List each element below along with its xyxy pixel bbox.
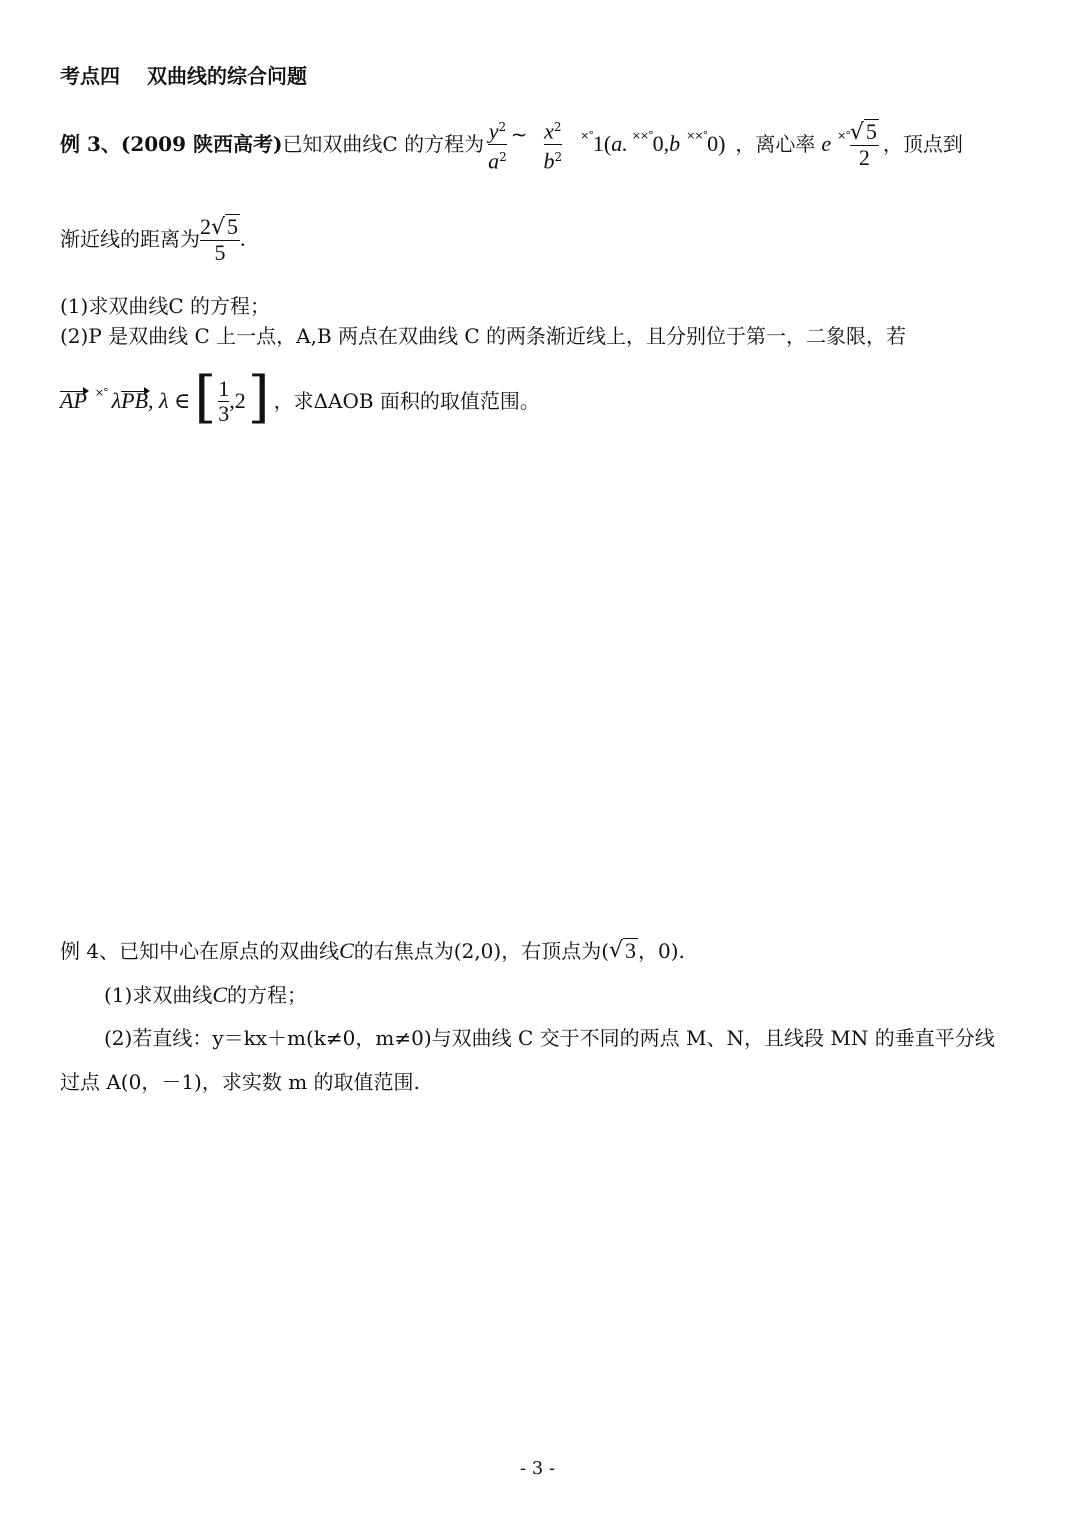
right-bracket: ] [247, 365, 270, 430]
example-3-intro: 已知双曲线C 的方程为 [282, 132, 485, 156]
sqrt-3: 3 [625, 938, 637, 963]
fraction-sqrt5-2: $\frac{√5}{2}$ [849, 118, 877, 170]
var-C: C [212, 982, 228, 1007]
example-3-question-2: (2)P 是双曲线 C 上一点，A,B 两点在双曲线 C 的两条渐近线上，且分别位于第一，二象限，若 [60, 324, 907, 348]
example-3-label: 例 3、(2009 陕西高考) [60, 132, 283, 156]
var-x: x [544, 118, 554, 144]
math-zero: 0, [652, 131, 670, 156]
garbled-glyph: ×° [94, 386, 108, 399]
tilde-glyph: ~ [510, 122, 528, 146]
period: . [240, 226, 246, 251]
page-number: - 3 - [519, 1458, 556, 1479]
garbled-glyph: ××° [631, 129, 653, 142]
numerator-1: 1 [218, 375, 230, 401]
q1-text-a: (1)求双曲线 [104, 983, 213, 1007]
vector-PB: PB [121, 388, 149, 413]
example-3-line-1 [60, 114, 963, 174]
math-zero-close: 0) [707, 131, 726, 156]
example-3-question-1: (1)求双曲线C 的方程； [60, 294, 270, 318]
example-4-foci: 的右焦点为(2,0)，右顶点为( [353, 938, 609, 963]
exp-2: 2 [499, 149, 507, 164]
vertex-text: ，顶点到 [882, 132, 963, 156]
asymptote-distance-text: 渐近线的距离为 [60, 227, 200, 251]
var-lambda: λ [111, 388, 122, 413]
section-title: 考点四 双曲线的综合问题 [60, 64, 307, 88]
denominator-3: 3 [218, 400, 230, 426]
example-4-question-2: (2)若直线：y＝kx＋m(k≠0，m≠0)与双曲线 C 交于不同的两点 M、N，且线段 MN 的垂直平分线 [104, 1026, 995, 1050]
vector-AP: AP [60, 388, 87, 413]
var-y: y [488, 118, 499, 144]
var-a: a [488, 148, 500, 174]
upper-bound-2: ,2 [229, 388, 246, 413]
example-3-tail: ，求ΔAOB 面积的取值范围。 [273, 389, 540, 413]
var-a: a. [611, 131, 628, 156]
fraction-x2-b2 [544, 115, 563, 173]
exp-2: 2 [498, 119, 507, 134]
var-C: C [339, 937, 354, 963]
denominator-5: 5 [214, 239, 226, 265]
q1-text-b: 的方程； [227, 983, 308, 1007]
var-b: b [669, 131, 681, 156]
exp-2: 2 [554, 149, 563, 164]
example-4-line-1: 例 4、已知中心在原点的双曲线 C 的右焦点为(2,0)，右顶点为( √ 3 ，0). [60, 937, 685, 963]
exp-2: 2 [553, 119, 562, 134]
example-4-question-1 [104, 983, 307, 1007]
sqrt-5: 5 [227, 213, 239, 239]
fraction-y2-a2 [488, 115, 507, 173]
garbled-glyph: ×° [837, 129, 850, 142]
math-one: 1( [592, 131, 612, 156]
example-4-intro: 例 4、已知中心在原点的双曲线 [60, 938, 340, 963]
numerator-2: 2 [200, 213, 211, 239]
garbled-glyph: ×° [580, 129, 593, 142]
example-4-question-2-cont: 过点 A(0，－1)，求实数 m 的取值范围. [60, 1070, 420, 1094]
example-3-line-2 [60, 204, 246, 274]
example-4-vertex-close: ，0). [638, 938, 685, 963]
denominator-2: 2 [858, 144, 870, 170]
example-3-vector-line [60, 366, 540, 436]
var-e: e [821, 131, 832, 156]
fraction-1-3 [218, 377, 229, 426]
var-b: b [543, 148, 555, 174]
eccentricity-text: ，离心率 [735, 132, 816, 156]
left-bracket: [ [194, 365, 217, 430]
garbled-glyph: ××° [686, 129, 708, 142]
lambda-in: , λ ∈ [148, 388, 191, 413]
sqrt-5: 5 [865, 118, 877, 144]
fraction-2sqrt5-5: $\frac{2√5}{5}$ [200, 213, 239, 265]
